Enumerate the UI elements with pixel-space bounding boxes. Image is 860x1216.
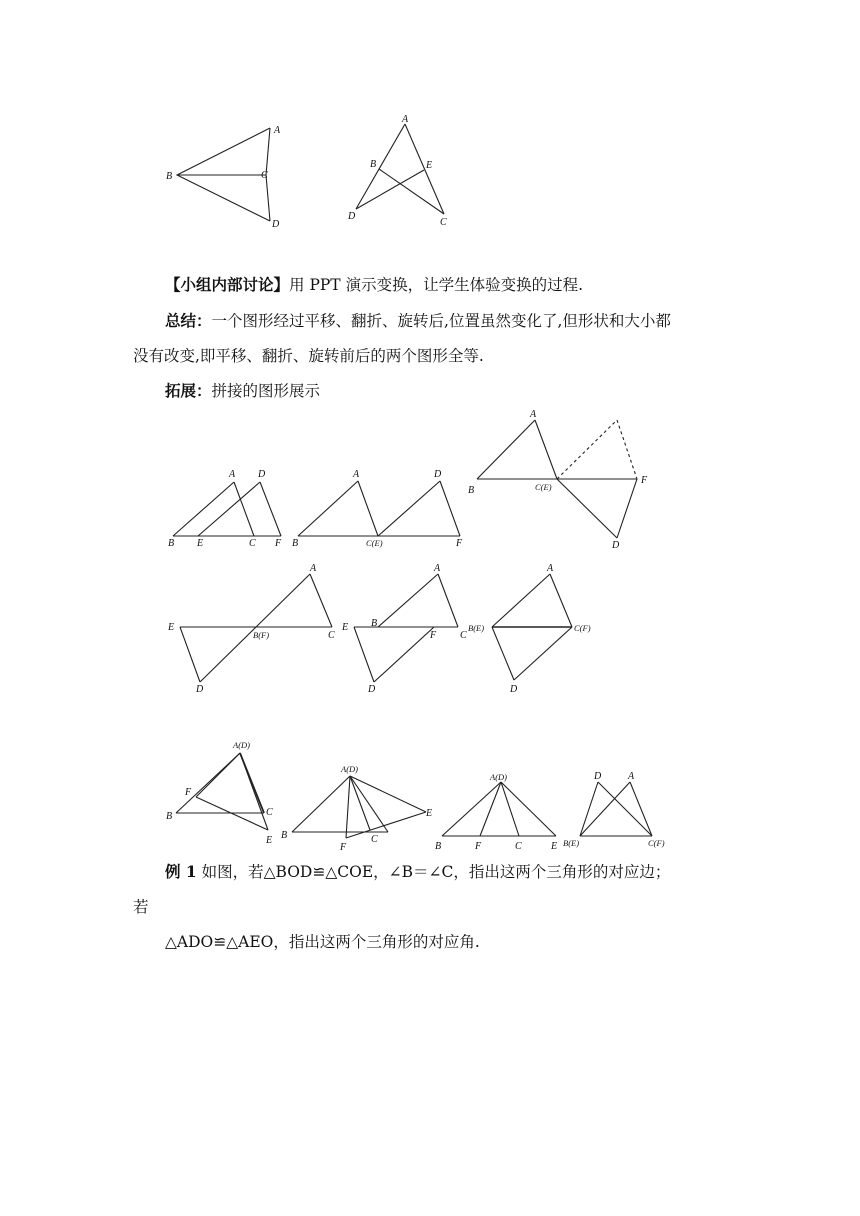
- figure-rotation-common-vertex-1: [160, 735, 288, 850]
- figure-crossed-triangles: [340, 112, 460, 230]
- figure-reflection-shared-base: [560, 768, 680, 853]
- figure-translation-overlap: [162, 466, 292, 551]
- example-line-3: △ADO≌△AEO，指出这两个三角形的对应角.: [165, 933, 480, 951]
- label-d: D: [272, 219, 280, 230]
- label-f: F: [340, 842, 347, 853]
- label-f: F: [641, 475, 648, 486]
- label-e: E: [197, 538, 204, 549]
- figure-rotation-parallel: [338, 560, 478, 695]
- figure-rotation-common-vertex-3: [432, 768, 567, 853]
- example-line-1: 如图，若△BOD≌△COE，∠B＝∠C，指出这两个三角形的对应边；: [201, 863, 671, 881]
- label-a: A: [274, 125, 281, 136]
- label-b: B: [281, 830, 288, 841]
- label-b: B: [371, 618, 378, 629]
- label-a: A: [530, 409, 537, 420]
- discussion-paragraph: [165, 275, 583, 295]
- label-d: D: [258, 469, 266, 480]
- label-a: A: [402, 114, 409, 125]
- label-b-e: B(E): [563, 838, 580, 848]
- label-b-e: B(E): [468, 623, 485, 633]
- summary-paragraph: [165, 311, 671, 331]
- label-c-f: C(F): [574, 623, 591, 633]
- label-c-e: C(E): [535, 482, 552, 492]
- label-d: D: [348, 211, 356, 222]
- label-a: A: [434, 563, 441, 574]
- label-b: B: [370, 159, 377, 170]
- label-c: C: [249, 538, 256, 549]
- figure-reflection-edge: [468, 560, 608, 695]
- label-d: D: [594, 771, 602, 782]
- label-e: E: [266, 835, 273, 846]
- summary-line-2: 没有改变,即平移、翻折、旋转前后的两个图形全等.: [133, 347, 484, 365]
- figure-kite-abcd: [160, 118, 300, 236]
- label-a-d: A(D): [233, 740, 250, 750]
- figure-rotation-common-vertex-2: [278, 760, 438, 855]
- label-d: D: [368, 684, 376, 695]
- label-c-e: C(E): [366, 538, 383, 548]
- label-d: D: [510, 684, 518, 695]
- label-d: D: [434, 469, 442, 480]
- label-a-d: A(D): [341, 764, 358, 774]
- extension-heading: 拓展：: [165, 381, 212, 400]
- example-label: 例 1: [165, 862, 197, 881]
- label-a: A: [547, 563, 554, 574]
- label-d: D: [612, 540, 620, 551]
- label-c: C: [460, 630, 467, 641]
- label-b: B: [166, 811, 173, 822]
- label-c: C: [328, 630, 335, 641]
- label-e: E: [342, 622, 349, 633]
- label-b: B: [292, 538, 299, 549]
- label-e: E: [426, 160, 433, 171]
- figure-rotation-point: [162, 560, 347, 695]
- summary-line-1: 一个图形经过平移、翻折、旋转后,位置虽然变化了,但形状和大小都: [211, 312, 671, 330]
- label-c: C: [515, 841, 522, 852]
- label-e: E: [551, 841, 558, 852]
- label-f: F: [275, 538, 282, 549]
- label-b-f: B(F): [253, 630, 270, 640]
- label-a: A: [353, 469, 360, 480]
- figure-translation-adjacent: [290, 466, 470, 551]
- label-c: C: [266, 807, 273, 818]
- extension-paragraph: [165, 381, 320, 401]
- label-b: B: [168, 538, 175, 549]
- example-paragraph: [165, 862, 670, 882]
- label-a: A: [628, 771, 635, 782]
- example-line-2: 若: [133, 898, 149, 916]
- summary-heading: 总结：: [165, 311, 212, 330]
- label-d: D: [196, 684, 204, 695]
- label-b: B: [468, 485, 475, 496]
- label-c: C: [261, 170, 268, 181]
- label-b: B: [166, 171, 173, 182]
- label-f: F: [430, 630, 437, 641]
- label-f: F: [185, 787, 192, 798]
- extension-body: 拼接的图形展示: [211, 382, 321, 400]
- discussion-body: 用 PPT 演示变换，让学生体验变换的过程.: [289, 276, 583, 294]
- label-c: C: [371, 834, 378, 845]
- label-a-d: A(D): [490, 772, 507, 782]
- figure-reflection-dashed: [462, 408, 662, 553]
- label-a: A: [310, 563, 317, 574]
- label-e: E: [426, 808, 433, 819]
- label-a: A: [229, 469, 236, 480]
- label-f: F: [456, 538, 463, 549]
- label-c-f: C(F): [648, 838, 665, 848]
- discussion-heading: 【小组内部讨论】: [165, 275, 290, 294]
- label-f: F: [475, 841, 482, 852]
- label-b: B: [435, 841, 442, 852]
- label-c: C: [440, 217, 447, 228]
- label-e: E: [168, 622, 175, 633]
